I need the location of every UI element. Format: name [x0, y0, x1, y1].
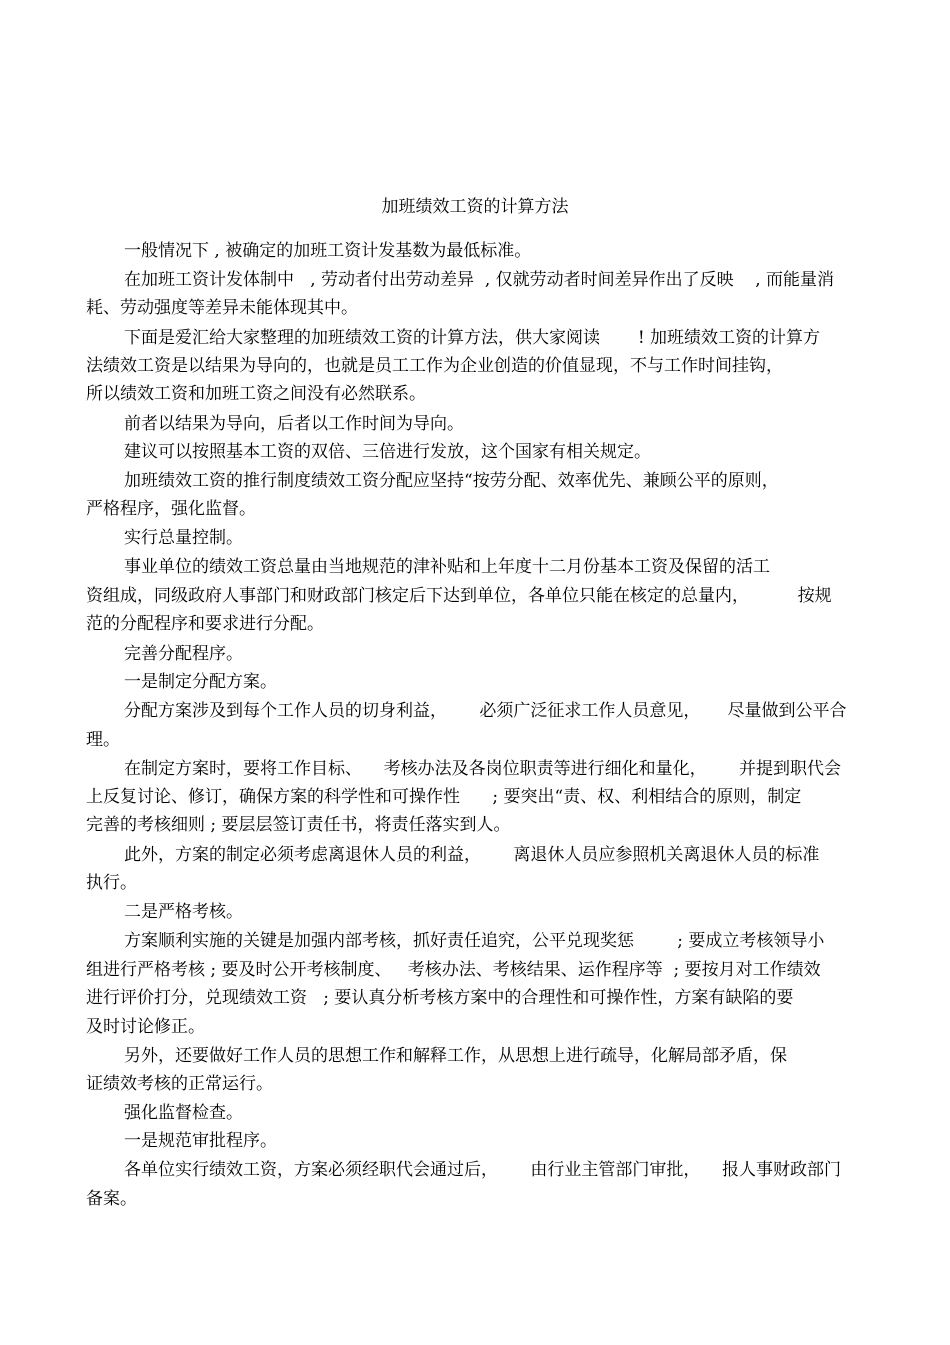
text-line: 一是制定分配方案。	[124, 672, 277, 692]
text-line: 分配方案涉及到每个工作人员的切身利益， 必须广泛征求工作人员意见， 尽量做到公平合	[124, 701, 847, 721]
text-line: 及时讨论修正。	[86, 1017, 205, 1037]
text-line: 进行评价打分，兑现绩效工资 ; 要认真分析考核方案中的合理性和可操作性，方案有缺陷的要	[86, 988, 794, 1008]
text-line: 理。	[86, 730, 120, 750]
text-line: 完善分配程序。	[124, 644, 243, 664]
text-line: 各单位实行绩效工资，方案必须经职代会通过后， 由行业主管部门审批， 报人事财政部门	[124, 1160, 842, 1180]
text-line: 下面是爱汇给大家整理的加班绩效工资的计算方法，供大家阅读 ! 加班绩效工资的计算方	[124, 328, 821, 348]
text-line: 此外，方案的制定必须考虑离退休人员的利益， 离退休人员应参照机关离退休人员的标准	[124, 845, 820, 865]
text-line: 法绩效工资是以结果为导向的，也就是员工工作为企业创造的价值显现，不与工作时间挂钩，	[86, 356, 783, 376]
text-line: 备案。	[86, 1189, 137, 1209]
text-line: 范的分配程序和要求进行分配。	[86, 614, 324, 634]
text-line: 严格程序，强化监督。	[86, 499, 256, 519]
text-line: 完善的考核细则 ; 要层层签订责任书，将责任落实到人。	[86, 815, 511, 835]
text-line: 事业单位的绩效工资总量由当地规范的津补贴和上年度十二月份基本工资及保留的活工	[124, 557, 770, 577]
text-line: 证绩效考核的正常运行。	[86, 1074, 273, 1094]
text-line: 在加班工资计发体制中 , 劳动者付出劳动差异 , 仅就劳动者时间差异作出了反映 , 而能量消	[124, 270, 835, 290]
text-line: 组进行严格考核 ; 要及时公开考核制度、 考核办法、考核结果、运作程序等 ; 要按月对工作绩效	[86, 960, 821, 980]
text-line: 在制定方案时，要将工作目标、 考核办法及各岗位职责等进行细化和量化， 并提到职代会	[124, 759, 842, 779]
text-line: 执行。	[86, 873, 137, 893]
text-line: 所以绩效工资和加班工资之间没有必然联系。	[86, 384, 426, 404]
text-line: 建议可以按照基本工资的双倍、三倍进行发放，这个国家有相关规定。	[124, 442, 651, 462]
text-line: 实行总量控制。	[124, 528, 243, 548]
text-line: 强化监督检查。	[124, 1103, 243, 1123]
text-line: 二是严格考核。	[124, 902, 243, 922]
text-line: 上反复讨论、修订，确保方案的科学性和可操作性 ; 要突出“责、权、利相结合的原则，制定	[86, 787, 802, 807]
text-line: 耗、劳动强度等差异未能体现其中。	[86, 298, 358, 318]
text-line: 方案顺利实施的关键是加强内部考核，抓好责任追究，公平兑现奖惩 ; 要成立考核领导小	[124, 931, 825, 951]
text-line: 一般情况下 , 被确定的加班工资计发基数为最低标准。	[124, 241, 532, 261]
text-line: 一是规范审批程序。	[124, 1131, 277, 1151]
text-line: 前者以结果为导向，后者以工作时间为导向。	[124, 414, 464, 434]
document-title: 加班绩效工资的计算方法	[381, 197, 569, 217]
text-line: 另外，还要做好工作人员的思想工作和解释工作，从思想上进行疏导，化解局部矛盾，保	[124, 1046, 787, 1066]
text-line: 加班绩效工资的推行制度绩效工资分配应坚持“按劳分配、效率优先、兼顾公平的原则，	[124, 471, 779, 491]
text-line: 资组成，同级政府人事部门和财政部门核定后下达到单位，各单位只能在核定的总量内， 按规	[86, 586, 832, 606]
